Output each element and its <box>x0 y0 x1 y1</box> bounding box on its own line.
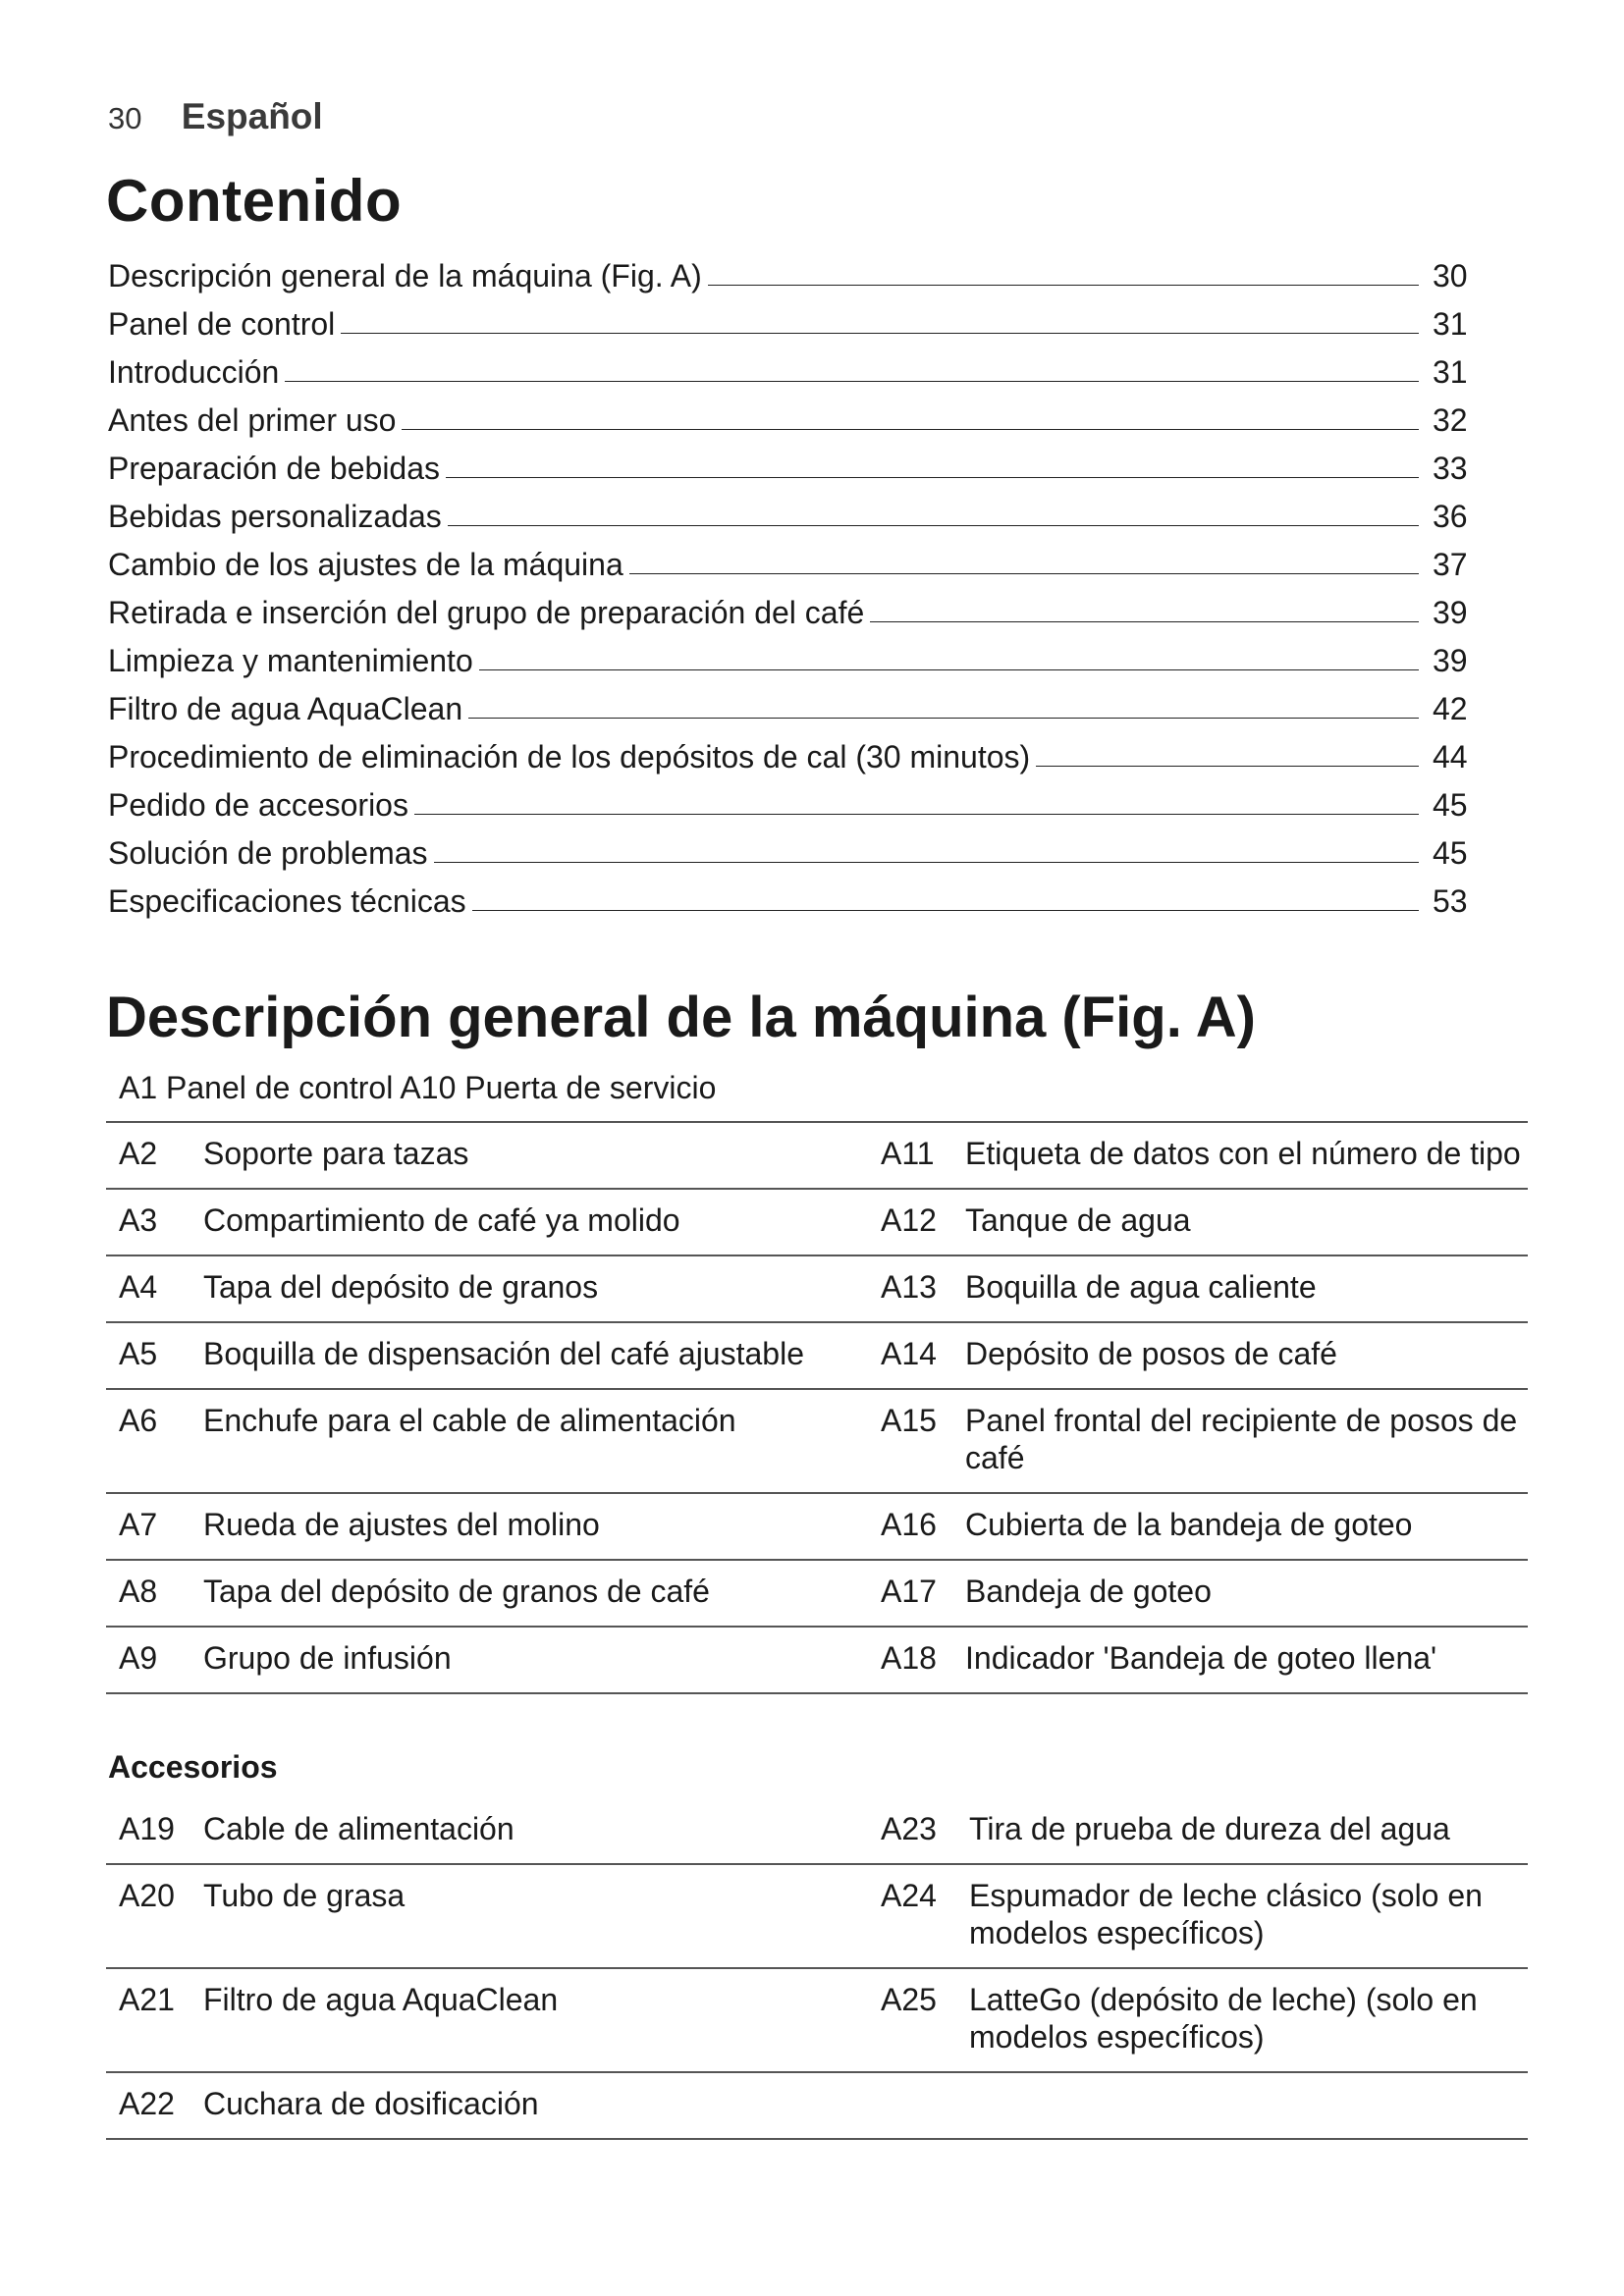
toc-entry-page: 36 <box>1429 497 1468 536</box>
toc-entry <box>108 776 1532 825</box>
part-code <box>881 2072 969 2139</box>
part-label <box>969 2072 1528 2139</box>
part-code: A20 <box>119 1878 175 1913</box>
parts-row <box>106 1627 1528 1693</box>
part-label: Cubierta de la bandeja de goteo <box>965 1507 1413 1542</box>
accessory-row <box>106 2072 1528 2139</box>
toc-entry-page: 39 <box>1429 641 1468 680</box>
part-label: Tira de prueba de dureza del agua <box>969 1811 1450 1846</box>
toc-entry <box>108 728 1532 776</box>
part-label: Etiqueta de datos con el número de tipo <box>965 1136 1521 1171</box>
part-label: Soporte para tazas <box>203 1136 469 1171</box>
parts-row <box>106 1122 1528 1189</box>
table-of-contents <box>108 247 1532 921</box>
part-code: A23 <box>881 1811 937 1846</box>
toc-entry-title: Filtro de agua AquaClean <box>108 689 468 728</box>
part-label: Enchufe para el cable de alimentación <box>203 1403 736 1438</box>
toc-entry-page: 45 <box>1429 833 1468 873</box>
toc-entry <box>108 247 1532 295</box>
accessory-row <box>106 1968 1528 2072</box>
toc-entry-page: 37 <box>1429 545 1468 584</box>
toc-entry <box>108 536 1532 584</box>
part-code: A15 <box>881 1403 937 1438</box>
page-header <box>108 96 323 137</box>
part-label: Tapa del depósito de granos de café <box>203 1574 710 1609</box>
toc-entry <box>108 680 1532 728</box>
part-code: A21 <box>119 1982 175 2017</box>
part-label: Tapa del depósito de granos <box>203 1269 599 1305</box>
part-label: Tanque de agua <box>965 1202 1191 1238</box>
toc-entry-title: Bebidas personalizadas <box>108 497 448 536</box>
part-label: Bandeja de goteo <box>965 1574 1212 1609</box>
toc-entry <box>108 295 1532 344</box>
toc-entry-title: Preparación de bebidas <box>108 449 446 488</box>
toc-entry <box>108 632 1532 680</box>
toc-entry-page: 32 <box>1429 400 1468 440</box>
part-label: Indicador 'Bandeja de goteo llena' <box>965 1640 1437 1676</box>
toc-entry-page: 33 <box>1429 449 1468 488</box>
part-label: Boquilla de agua caliente <box>965 1269 1317 1305</box>
toc-title: Contenido <box>106 168 403 234</box>
toc-entry-title: Descripción general de la máquina (Fig. A) <box>108 256 708 295</box>
part-code: A14 <box>881 1336 937 1371</box>
part-label: Cable de alimentación <box>203 1811 514 1846</box>
toc-entry-title: Especificaciones técnicas <box>108 881 472 921</box>
accessory-row <box>106 1798 1528 1864</box>
part-code: A13 <box>881 1269 937 1305</box>
accessories-title: Accesorios <box>108 1749 278 1785</box>
part-code: A12 <box>881 1202 937 1238</box>
parts-row <box>106 1493 1528 1560</box>
part-code: A16 <box>881 1507 937 1542</box>
part-code: A4 <box>119 1269 158 1305</box>
part-label: Espumador de leche clásico (solo en modelos específicos) <box>969 1878 1483 1950</box>
toc-entry-page: 31 <box>1429 304 1468 344</box>
part-code: A2 <box>119 1136 158 1171</box>
part-code: A11 <box>881 1136 935 1171</box>
toc-entry <box>108 584 1532 632</box>
toc-entry-page: 42 <box>1429 689 1468 728</box>
toc-entry-page: 30 <box>1429 256 1468 295</box>
toc-entry-title: Solución de problemas <box>108 833 434 873</box>
toc-entry <box>108 825 1532 873</box>
toc-entry-title: Limpieza y mantenimiento <box>108 641 479 680</box>
part-label: LatteGo (depósito de leche) (solo en modelos específicos) <box>969 1982 1478 2055</box>
toc-entry <box>108 873 1532 921</box>
toc-entry-title: Procedimiento de eliminación de los depósitos de cal (30 minutos) <box>108 737 1036 776</box>
part-label: Compartimiento de café ya molido <box>203 1202 680 1238</box>
toc-entry <box>108 344 1532 392</box>
part-code: A3 <box>119 1202 158 1238</box>
toc-entry <box>108 392 1532 440</box>
toc-entry <box>108 488 1532 536</box>
part-code: A7 <box>119 1507 158 1542</box>
toc-entry-title: Introducción <box>108 352 285 392</box>
part-code: A25 <box>881 1982 937 2017</box>
toc-entry-page: 53 <box>1429 881 1468 921</box>
part-label: Boquilla de dispensación del café ajustable <box>203 1336 804 1371</box>
section-title: Descripción general de la máquina (Fig. A) <box>106 986 1256 1049</box>
parts-row <box>106 1389 1528 1493</box>
part-code: A19 <box>119 1811 175 1846</box>
part-code: A9 <box>119 1640 158 1676</box>
part-code: A22 <box>119 2086 175 2121</box>
toc-entry <box>108 440 1532 488</box>
parts-table <box>106 1121 1528 1694</box>
part-code: A5 <box>119 1336 158 1371</box>
part-label: Cuchara de dosificación <box>203 2086 539 2121</box>
parts-row <box>106 1255 1528 1322</box>
accessories-table <box>106 1798 1528 2140</box>
part-code: A8 <box>119 1574 158 1609</box>
parts-row <box>106 1189 1528 1255</box>
toc-entry-page: 31 <box>1429 352 1468 392</box>
part-label: Filtro de agua AquaClean <box>203 1982 559 2017</box>
toc-entry-title: Retirada e inserción del grupo de preparación del café <box>108 593 870 632</box>
toc-entry-page: 45 <box>1429 785 1468 825</box>
part-code: A24 <box>881 1878 937 1913</box>
toc-entry-title: Pedido de accesorios <box>108 785 414 825</box>
part-label: Tubo de grasa <box>203 1878 406 1913</box>
parts-row <box>106 1322 1528 1389</box>
part-label: Grupo de infusión <box>203 1640 452 1676</box>
part-label: Panel frontal del recipiente de posos de café <box>965 1403 1518 1475</box>
toc-entry-page: 44 <box>1429 737 1468 776</box>
part-code: A17 <box>881 1574 937 1609</box>
part-code: A18 <box>881 1640 937 1676</box>
toc-entry-title: Antes del primer uso <box>108 400 402 440</box>
toc-entry-title: Cambio de los ajustes de la máquina <box>108 545 629 584</box>
part-label: Depósito de posos de café <box>965 1336 1337 1371</box>
accessory-row <box>106 1864 1528 1968</box>
toc-entry-page: 39 <box>1429 593 1468 632</box>
page-number: 30 <box>108 101 142 135</box>
part-label: Rueda de ajustes del molino <box>203 1507 600 1542</box>
part-code: A6 <box>119 1403 158 1438</box>
overview-first-line: A1 Panel de control A10 Puerta de servicio <box>119 1070 717 1105</box>
language-label: Español <box>181 96 323 136</box>
toc-entry-title: Panel de control <box>108 304 341 344</box>
toc-leader-line <box>108 381 1419 382</box>
parts-row <box>106 1560 1528 1627</box>
